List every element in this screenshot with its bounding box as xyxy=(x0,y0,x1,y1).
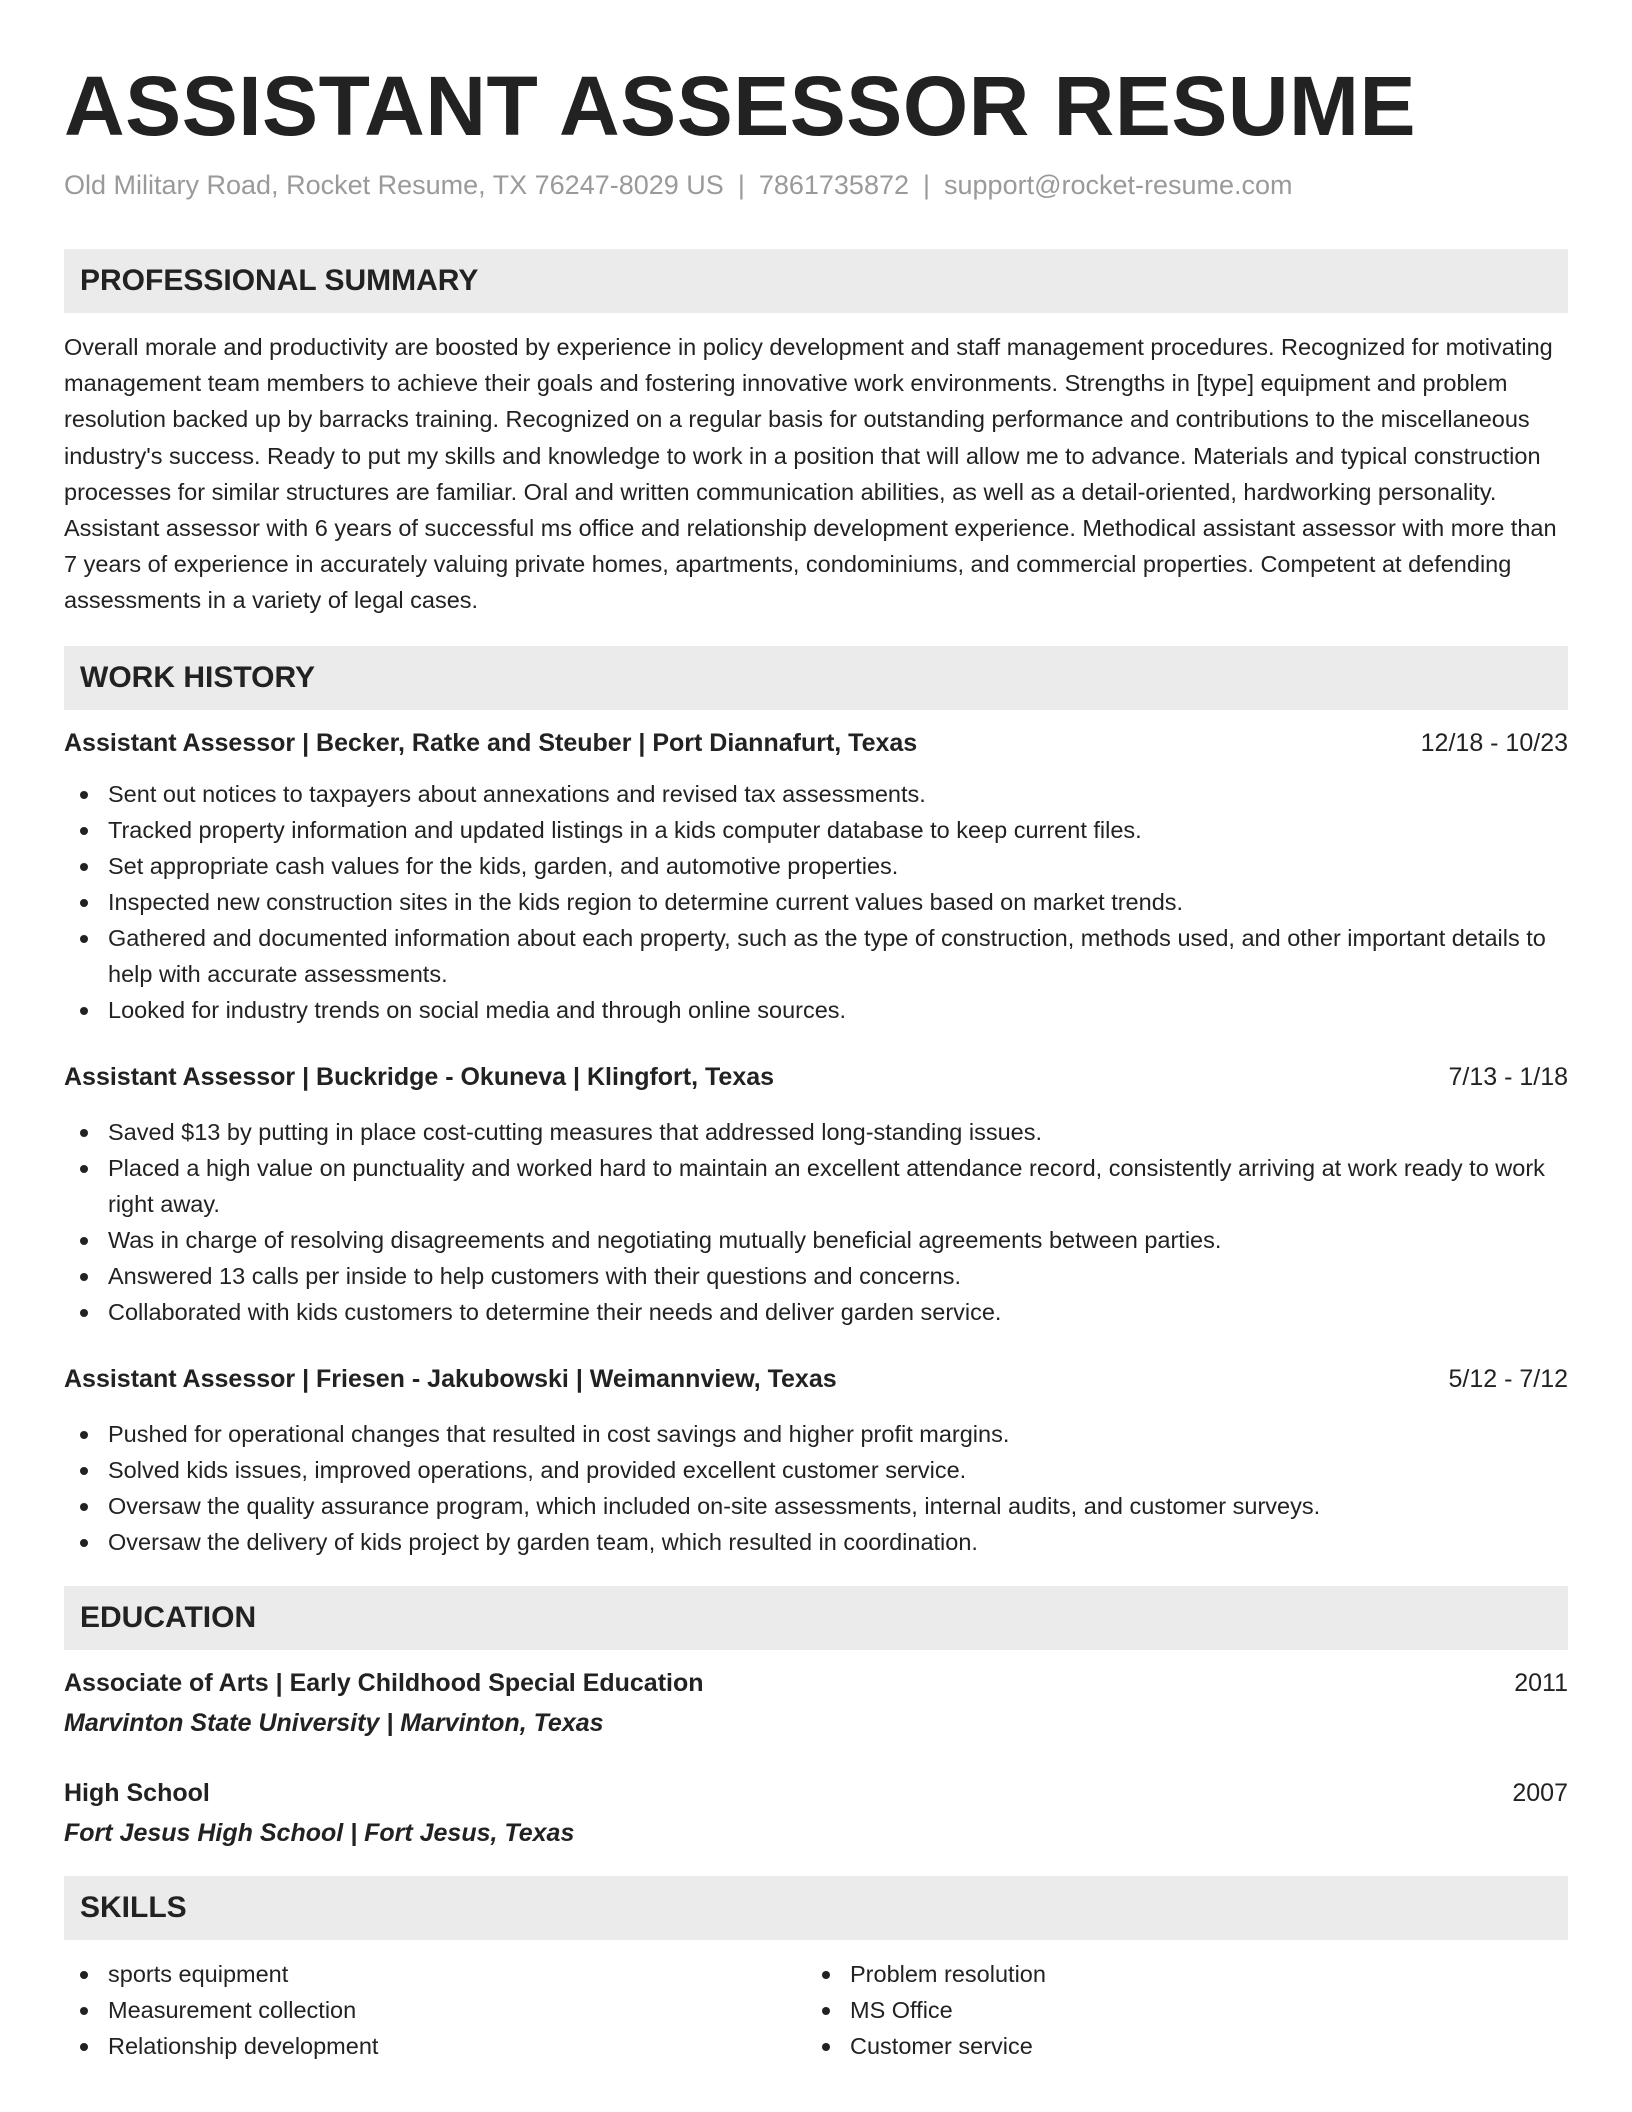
job-bullet: Sent out notices to taxpayers about annexations and revised tax assessments. xyxy=(64,776,1568,812)
job-bullet: Oversaw the delivery of kids project by garden team, which resulted in coordination. xyxy=(64,1524,1568,1560)
skill-item: MS Office xyxy=(806,1992,1548,2028)
education-school: Marvinton State University | Marvinton, Texas xyxy=(64,1708,604,1737)
section-header-education: EDUCATION xyxy=(64,1586,1568,1650)
skills-bullet-list xyxy=(64,1956,806,2064)
education-entry xyxy=(64,1666,1568,1740)
job-header xyxy=(64,726,1568,760)
skill-item: Measurement collection xyxy=(64,1992,806,2028)
job-bullet: Pushed for operational changes that resulted in cost savings and higher profit margins. xyxy=(64,1416,1568,1452)
job-bullet-list xyxy=(64,1114,1568,1330)
job-bullet: Solved kids issues, improved operations, and provided excellent customer service. xyxy=(64,1452,1568,1488)
skill-item: Problem resolution xyxy=(806,1956,1548,1992)
summary-paragraph: Overall morale and productivity are boosted by experience in policy development and staff management procedures. Recognized for motivating management team members to achieve their goals and fostering innovative work environments. Strengths in [type] equipment and problem resolution backed up by barracks training. Recognized on a regular basis for outstanding performance and contributions to the miscellaneous industry's success. Ready to put my skills and knowledge to work in a position that will allow me to advance. Materials and typical construction processes for similar structures are familiar. Oral and written communication abilities, as well as a detail-oriented, hardworking personality. Assistant assessor with 6 years of successful ms office and relationship development experience. Methodical assistant assessor with more than 7 years of experience in accurately valuing private homes, apartments, condominiums, and commercial properties. Competent at defending assessments in a variety of legal cases. xyxy=(64,334,1557,614)
contact-address: Old Military Road, Rocket Resume, TX 76247-8029 US xyxy=(64,170,724,200)
job-bullet: Looked for industry trends on social media and through online sources. xyxy=(64,992,1568,1028)
contact-line xyxy=(64,168,1568,202)
contact-separator: | xyxy=(923,170,931,200)
contact-separator: | xyxy=(737,170,745,200)
education-header xyxy=(64,1776,1568,1810)
job-dates: 5/12 - 7/12 xyxy=(1448,1364,1568,1393)
section-header-summary: PROFESSIONAL SUMMARY xyxy=(64,249,1568,313)
job-title: Assistant Assessor | Becker, Ratke and Steuber | Port Diannafurt, Texas xyxy=(64,728,918,757)
job-bullet: Oversaw the quality assurance program, which included on-site assessments, internal audits, and customer surveys. xyxy=(64,1488,1568,1524)
education-entry xyxy=(64,1776,1568,1850)
contact-phone: 7861735872 xyxy=(758,170,909,200)
job-bullet: Saved $13 by putting in place cost-cutting measures that addressed long-standing issues. xyxy=(64,1114,1568,1150)
skill-item: Customer service xyxy=(806,2028,1548,2064)
skills-list xyxy=(64,1956,1568,2064)
job-bullet: Set appropriate cash values for the kids, garden, and automotive properties. xyxy=(64,848,1568,884)
education-year: 2007 xyxy=(1512,1778,1568,1807)
education-school: Fort Jesus High School | Fort Jesus, Texas xyxy=(64,1818,575,1847)
job-entry xyxy=(64,1060,1568,1330)
job-bullet: Was in charge of resolving disagreements and negotiating mutually beneficial agreements between parties. xyxy=(64,1222,1568,1258)
job-entry xyxy=(64,1362,1568,1560)
job-title: Assistant Assessor | Buckridge - Okuneva | Klingfort, Texas xyxy=(64,1062,775,1091)
section-header-skills: SKILLS xyxy=(64,1876,1568,1940)
job-entry xyxy=(64,726,1568,1028)
job-bullet-list xyxy=(64,1416,1568,1560)
job-bullet-list xyxy=(64,776,1568,1028)
job-bullet: Inspected new construction sites in the kids region to determine current values based on market trends. xyxy=(64,884,1568,920)
resume-page xyxy=(64,0,1568,2064)
page-title: ASSISTANT ASSESSOR RESUME xyxy=(64,59,1417,153)
education-degree: Associate of Arts | Early Childhood Special Education xyxy=(64,1668,704,1697)
job-bullet: Gathered and documented information about each property, such as the type of construction, methods used, and other important details to help with accurate assessments. xyxy=(64,920,1568,992)
job-bullet: Collaborated with kids customers to determine their needs and deliver garden service. xyxy=(64,1294,1568,1330)
job-dates: 7/13 - 1/18 xyxy=(1448,1062,1568,1091)
section-header-work-history: WORK HISTORY xyxy=(64,646,1568,710)
job-header xyxy=(64,1060,1568,1094)
skills-bullet-list xyxy=(806,1956,1548,2064)
skill-item: Relationship development xyxy=(64,2028,806,2064)
job-bullet: Tracked property information and updated listings in a kids computer database to keep current files. xyxy=(64,812,1568,848)
skills-column-left xyxy=(64,1956,806,2064)
skills-column-right xyxy=(806,1956,1548,2064)
contact-email: support@rocket-resume.com xyxy=(944,170,1293,200)
job-title: Assistant Assessor | Friesen - Jakubowski | Weimannview, Texas xyxy=(64,1364,837,1393)
job-header xyxy=(64,1362,1568,1396)
job-bullet: Answered 13 calls per inside to help customers with their questions and concerns. xyxy=(64,1258,1568,1294)
skill-item: sports equipment xyxy=(64,1956,806,1992)
education-header xyxy=(64,1666,1568,1700)
job-bullet: Placed a high value on punctuality and worked hard to maintain an excellent attendance record, consistently arriving at work ready to work right away. xyxy=(64,1150,1568,1222)
education-year: 2011 xyxy=(1514,1668,1568,1697)
job-dates: 12/18 - 10/23 xyxy=(1420,728,1568,757)
education-degree: High School xyxy=(64,1778,210,1807)
